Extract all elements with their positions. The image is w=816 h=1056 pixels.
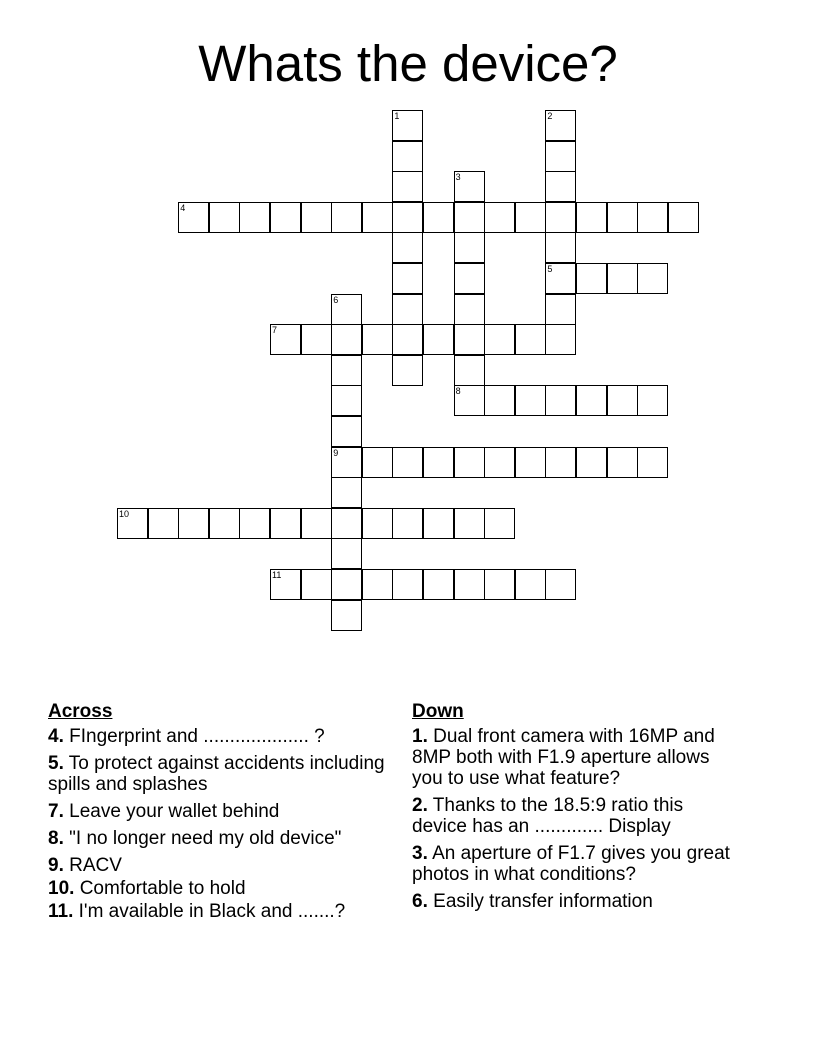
grid-cell[interactable] xyxy=(576,202,607,233)
grid-cell[interactable] xyxy=(484,324,515,355)
grid-cell[interactable] xyxy=(545,110,576,141)
grid-cell[interactable] xyxy=(545,324,576,355)
grid-cell[interactable] xyxy=(331,416,362,447)
grid-cell[interactable] xyxy=(331,385,362,416)
grid-cell[interactable] xyxy=(454,171,485,202)
puzzle-title: Whats the device? xyxy=(198,35,618,92)
clue-number: 9 xyxy=(333,447,339,458)
across-clue: 4. FIngerprint and .................... ? xyxy=(48,726,325,747)
grid-cell[interactable] xyxy=(392,141,423,172)
clue-number: 4 xyxy=(180,202,186,213)
grid-cell[interactable] xyxy=(454,324,485,355)
grid-cell[interactable] xyxy=(545,141,576,172)
grid-cell[interactable] xyxy=(515,324,546,355)
grid-cell[interactable] xyxy=(331,569,362,600)
grid-cell[interactable] xyxy=(392,294,423,325)
grid-cell[interactable] xyxy=(668,202,699,233)
grid-cell[interactable] xyxy=(331,447,362,478)
grid-cell[interactable] xyxy=(148,508,179,539)
grid-cell[interactable] xyxy=(454,263,485,294)
grid-cell[interactable] xyxy=(392,110,423,141)
grid-cell[interactable] xyxy=(515,569,546,600)
grid-cell[interactable] xyxy=(454,569,485,600)
grid-cell[interactable] xyxy=(423,324,454,355)
grid-cell[interactable] xyxy=(362,447,393,478)
grid-cell[interactable] xyxy=(209,202,240,233)
grid-cell[interactable] xyxy=(331,324,362,355)
grid-cell[interactable] xyxy=(576,263,607,294)
grid-cell[interactable] xyxy=(484,385,515,416)
clue-number: 5 xyxy=(547,264,553,274)
across-clue: 7. Leave your wallet behind xyxy=(48,801,280,822)
grid-cell[interactable] xyxy=(270,324,301,355)
grid-cell[interactable] xyxy=(301,569,332,600)
grid-cell[interactable] xyxy=(331,538,362,569)
grid-cell[interactable] xyxy=(484,202,515,233)
down-clue: 2. Thanks to the 18.5:9 ratio this device has an ............. Display xyxy=(412,795,684,837)
grid-cell[interactable] xyxy=(454,508,485,539)
grid-cell[interactable] xyxy=(331,477,362,508)
across-clue: 10. Comfortable to hold xyxy=(48,878,246,899)
grid-cell[interactable] xyxy=(484,569,515,600)
grid-cell[interactable] xyxy=(392,447,423,478)
grid-cell[interactable] xyxy=(117,508,148,539)
clue-number: 7 xyxy=(272,325,278,336)
grid-cell[interactable] xyxy=(607,385,638,416)
down-heading: Down xyxy=(412,701,464,722)
grid-cell[interactable] xyxy=(392,355,423,386)
grid-cell[interactable] xyxy=(239,508,270,539)
grid-cell[interactable] xyxy=(607,263,638,294)
grid-cell[interactable] xyxy=(576,447,607,478)
across-heading: Across xyxy=(48,701,113,722)
grid-cell[interactable] xyxy=(515,447,546,478)
grid-cell[interactable] xyxy=(484,508,515,539)
grid-cell[interactable] xyxy=(331,294,362,325)
grid-cell[interactable] xyxy=(545,232,576,263)
grid-cell[interactable] xyxy=(515,202,546,233)
grid-cell[interactable] xyxy=(178,508,209,539)
grid-cell[interactable] xyxy=(362,324,393,355)
down-clue: 6. Easily transfer information xyxy=(412,891,653,912)
grid-cell[interactable] xyxy=(423,508,454,539)
across-clue: 5. To protect against accidents including spills and splashes xyxy=(48,753,385,795)
grid-cell[interactable] xyxy=(454,202,485,233)
grid-cell[interactable] xyxy=(301,508,332,539)
across-clues xyxy=(48,701,393,928)
grid-cell[interactable] xyxy=(270,508,301,539)
grid-cell[interactable] xyxy=(545,385,576,416)
grid-cell[interactable] xyxy=(392,232,423,263)
grid-cell[interactable] xyxy=(454,447,485,478)
grid-cell[interactable] xyxy=(545,202,576,233)
across-clue: 8. "I no longer need my old device" xyxy=(48,828,342,849)
grid-cell[interactable] xyxy=(454,294,485,325)
grid-cell[interactable] xyxy=(637,263,668,294)
grid-cell[interactable] xyxy=(423,447,454,478)
clue-number: 1 xyxy=(394,111,400,121)
grid-cell[interactable] xyxy=(392,324,423,355)
grid-cell[interactable] xyxy=(331,508,362,539)
grid-cell[interactable] xyxy=(392,569,423,600)
grid-cell[interactable] xyxy=(392,508,423,539)
grid-cell[interactable] xyxy=(301,324,332,355)
grid-cell[interactable] xyxy=(607,202,638,233)
grid-cell[interactable] xyxy=(545,171,576,202)
clue-number: 3 xyxy=(455,172,461,183)
grid-cell[interactable] xyxy=(392,263,423,294)
grid-cell[interactable] xyxy=(392,171,423,202)
grid-cell[interactable] xyxy=(576,385,607,416)
grid-cell[interactable] xyxy=(178,202,209,233)
down-clues xyxy=(412,701,742,918)
clue-number: 2 xyxy=(547,111,553,121)
grid-cell[interactable] xyxy=(545,263,576,294)
down-clue: 3. An aperture of F1.7 gives you great photos in what conditions? xyxy=(412,843,730,885)
clue-number: 6 xyxy=(333,294,339,305)
grid-cell[interactable] xyxy=(545,447,576,478)
grid-cell[interactable] xyxy=(637,447,668,478)
grid-cell[interactable] xyxy=(362,569,393,600)
grid-cell[interactable] xyxy=(454,385,485,416)
grid-cell[interactable] xyxy=(301,202,332,233)
grid-cell[interactable] xyxy=(637,202,668,233)
grid-cell[interactable] xyxy=(484,447,515,478)
clue-number: 8 xyxy=(455,386,461,397)
grid-cell[interactable] xyxy=(454,232,485,263)
grid-cell[interactable] xyxy=(607,447,638,478)
grid-cell[interactable] xyxy=(270,202,301,233)
grid-cell[interactable] xyxy=(545,569,576,600)
grid-cell[interactable] xyxy=(362,508,393,539)
grid-cell[interactable] xyxy=(331,355,362,386)
clue-number: 10 xyxy=(119,508,130,519)
grid-cell[interactable] xyxy=(454,355,485,386)
down-clue: 1. Dual front camera with 16MP and 8MP both with F1.9 aperture allows you to use what feature? xyxy=(412,726,715,789)
grid-cell[interactable] xyxy=(209,508,240,539)
grid-cell[interactable] xyxy=(392,202,423,233)
grid-cell[interactable] xyxy=(423,202,454,233)
across-clue: 9. RACV xyxy=(48,855,122,876)
grid-cell[interactable] xyxy=(637,385,668,416)
grid-cell[interactable] xyxy=(362,202,393,233)
grid-cell[interactable] xyxy=(423,569,454,600)
grid-cell[interactable] xyxy=(331,202,362,233)
grid-cell[interactable] xyxy=(515,385,546,416)
across-clue: 11. I'm available in Black and .......? xyxy=(48,901,346,922)
grid-cell[interactable] xyxy=(270,569,301,600)
grid-cell[interactable] xyxy=(545,294,576,325)
grid-cell[interactable] xyxy=(239,202,270,233)
grid-cell[interactable] xyxy=(331,600,362,631)
clue-number: 11 xyxy=(272,570,282,580)
